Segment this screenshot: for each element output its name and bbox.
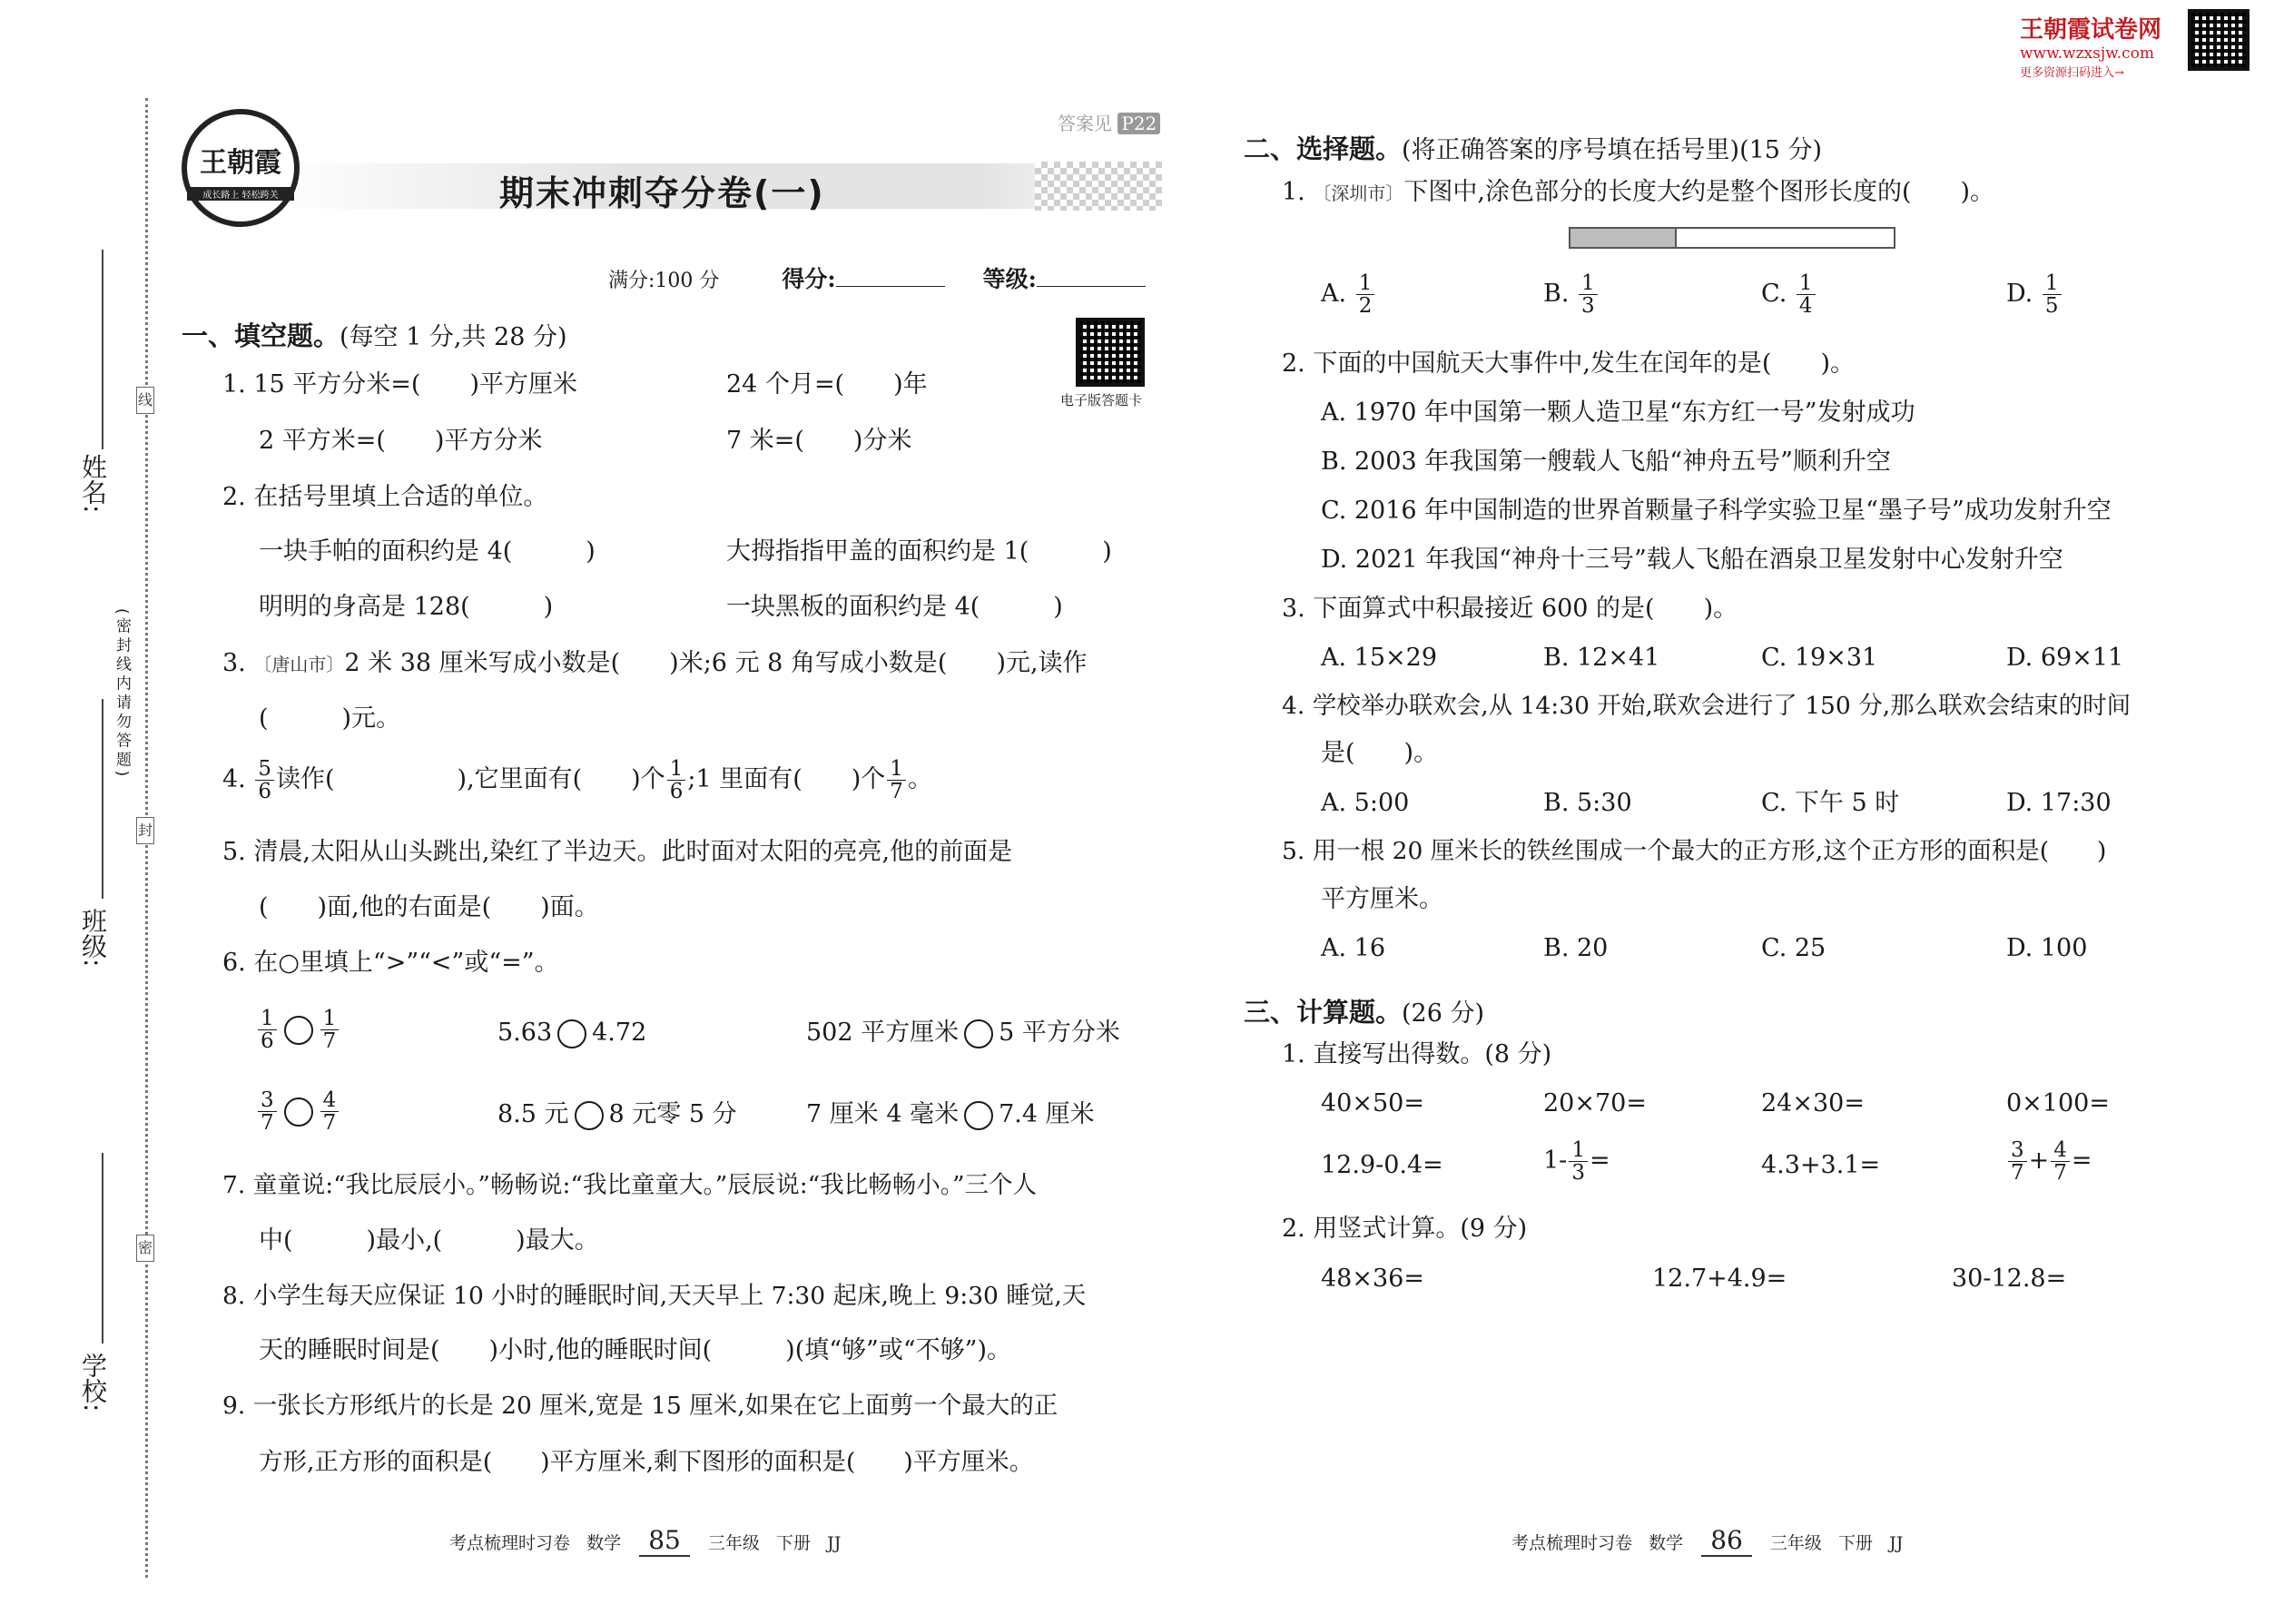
q1c: 2 平方米=( )平方分米 <box>259 427 543 455</box>
class-label: 班级: <box>78 908 108 968</box>
c2-option-d[interactable]: D. 2021 年我国“神舟十三号”载人飞船在酒泉卫星发射中心发射升空 <box>1321 546 2063 574</box>
left-value: 5.63 <box>497 1019 553 1047</box>
answer-ref <box>1058 109 1160 135</box>
frac-num: 1 <box>887 758 906 781</box>
equals-sign: = <box>2071 1147 2092 1176</box>
frac-num: 1 <box>667 758 686 781</box>
q4-fraction-1-7 <box>887 758 906 802</box>
option-letter: B. <box>1543 280 1570 309</box>
logo-motto: 成长路上 轻松跨关 <box>187 187 294 201</box>
c5: 5. 用一根 20 厘米长的铁丝围成一个最大的正方形,这个正方形的面积是( ) <box>1282 837 2107 865</box>
q3b: ( )元。 <box>259 704 401 733</box>
k2-item-1: 48×36= <box>1321 1265 1424 1293</box>
option-fraction <box>1356 272 1375 317</box>
class-field[interactable] <box>102 699 103 899</box>
q8b: 天的睡眠时间是( )小时,他的睡眠时间( )(填“够”或“不够”)。 <box>259 1336 1011 1364</box>
answer-card-label: 电子版答题卡 <box>1060 392 1143 408</box>
q6-row1-c <box>806 1019 1120 1048</box>
section-3-title <box>1244 992 1484 1029</box>
footer-series: 考点梳理时习卷 <box>449 1533 571 1553</box>
c5b: 平方厘米。 <box>1321 885 1443 913</box>
left-value: 7 厘米 4 毫米 <box>806 1100 960 1128</box>
frac-den: 7 <box>261 1111 274 1136</box>
score-label: 得分: <box>782 266 836 292</box>
q6-row2-a <box>256 1089 340 1134</box>
frac-den: 7 <box>890 780 903 804</box>
q3 <box>222 649 1088 678</box>
compare-circle[interactable] <box>557 1019 586 1048</box>
c3: 3. 下面算式中积最接近 600 的是( )。 <box>1282 595 1738 623</box>
q3-number: 3. <box>222 649 246 677</box>
footer-term: 下册 <box>1838 1533 1874 1553</box>
frac-num: 1 <box>258 1008 277 1030</box>
option-fraction <box>1579 272 1598 317</box>
q9b: 方形,正方形的面积是( )平方厘米,剩下图形的面积是( )平方厘米。 <box>259 1448 1034 1476</box>
grade-field[interactable] <box>1037 286 1146 287</box>
answer-card-qr[interactable] <box>1076 318 1145 387</box>
frac-4-7 <box>2051 1139 2070 1184</box>
left-value: 8.5 元 <box>497 1100 569 1128</box>
c5-option-b[interactable]: B. 20 <box>1543 934 1609 962</box>
brand-tagline: 更多资源扫码进入→ <box>2020 66 2124 80</box>
seal-mark-seal: 封 <box>136 817 154 844</box>
checker-decoration <box>1035 162 1162 211</box>
section-2-score: (将正确答案的序号填在括号里)(15 分) <box>1402 136 1823 164</box>
full-score: 满分:100 分 <box>608 270 720 292</box>
frac-den: 3 <box>1571 1161 1585 1186</box>
frac-num: 3 <box>2008 1139 2027 1162</box>
frac-1-7 <box>320 1008 340 1052</box>
frac-den: 3 <box>1581 294 1595 319</box>
c1-option-c[interactable] <box>1761 272 1817 317</box>
frac-num: 1 <box>1797 272 1816 295</box>
k1-item-7: 4.3+3.1= <box>1761 1151 1881 1179</box>
c4: 4. 学校举办联欢会,从 14:30 开始,联欢会进行了 150 分,那么联欢会结束的时间 <box>1282 692 2132 720</box>
c2-option-b[interactable]: B. 2003 年我国第一艘载人飞船“神舟五号”顺利升空 <box>1321 448 1891 476</box>
frac-num: 1 <box>1569 1139 1588 1162</box>
k2-item-2: 12.7+4.9= <box>1652 1265 1787 1293</box>
k1-item-1: 40×50= <box>1321 1089 1424 1117</box>
frac-den: 7 <box>2011 1161 2024 1186</box>
c1-text: 下图中,涂色部分的长度大约是整个图形长度的( )。 <box>1403 178 1995 206</box>
right-value: 5 平方分米 <box>999 1019 1120 1047</box>
k1-item-6 <box>1543 1139 1610 1184</box>
frac-den: 6 <box>258 780 271 804</box>
section-3-heading: 三、计算题。 <box>1244 997 1403 1028</box>
compare-circle[interactable] <box>575 1101 604 1130</box>
k1: 1. 直接写出得数。(8 分) <box>1282 1040 1552 1068</box>
page-number: 85 <box>639 1525 690 1557</box>
c1-option-b[interactable] <box>1543 272 1600 317</box>
plus-sign: + <box>2028 1147 2050 1176</box>
c4-option-a[interactable]: A. 5:00 <box>1321 789 1410 817</box>
brand-qr-code[interactable] <box>2188 9 2250 71</box>
logo-text: 王朝霞 <box>200 147 281 179</box>
c1-shaded-part <box>1570 229 1677 247</box>
q6-row1-a <box>256 1008 340 1052</box>
school-label: 学校: <box>78 1353 108 1412</box>
q1b: 24 个月=( )年 <box>726 370 928 399</box>
frac-num: 1 <box>320 1008 340 1030</box>
frac-3-7 <box>2008 1139 2027 1184</box>
frac-num: 5 <box>255 758 274 781</box>
frac-den: 7 <box>322 1111 337 1136</box>
k2: 2. 用竖式计算。(9 分) <box>1282 1215 1528 1243</box>
frac-num: 4 <box>2051 1139 2070 1162</box>
expr-pre: 1- <box>1543 1147 1568 1176</box>
footer-term: 下册 <box>776 1533 812 1553</box>
compare-circle[interactable] <box>284 1016 313 1045</box>
c1-option-d[interactable] <box>2006 272 2063 317</box>
c4-option-c[interactable]: C. 下午 5 时 <box>1761 789 1900 817</box>
footer-edition: JJ <box>1889 1533 1904 1553</box>
k1-item-3: 24×30= <box>1761 1089 1865 1117</box>
k1-item-2: 20×70= <box>1543 1089 1647 1117</box>
c4-option-b[interactable]: B. 5:30 <box>1543 789 1632 817</box>
c2-option-c[interactable]: C. 2016 年中国制造的世界首颗量子科学实验卫星“墨子号”成功发射升空 <box>1321 497 2112 525</box>
c4-option-d[interactable]: D. 17:30 <box>2006 789 2112 817</box>
section-3-score: (26 分) <box>1402 999 1485 1028</box>
option-letter: D. <box>2006 280 2033 309</box>
section-2-title <box>1244 129 1822 166</box>
q4 <box>222 758 932 802</box>
frac-den: 6 <box>261 1029 274 1054</box>
score-field[interactable] <box>836 286 945 287</box>
c2: 2. 下面的中国航天大事件中,发生在闰年的是( )。 <box>1282 349 1855 378</box>
frac-4-7 <box>320 1089 340 1134</box>
c3-option-b[interactable]: B. 12×41 <box>1543 644 1660 672</box>
section-1-title <box>182 316 567 353</box>
seal-mark-line: 线 <box>136 387 154 414</box>
q5: 5. 清晨,太阳从山头跳出,染红了半边天。此时面对太阳的亮亮,他的前面是 <box>222 838 1013 866</box>
compare-circle[interactable] <box>964 1101 993 1130</box>
q7: 7. 童童说:“我比辰辰小。”畅畅说:“我比童童大。”辰辰说:“我比畅畅小。”三个人 <box>222 1171 1038 1199</box>
q2d: 一块黑板的面积约是 4( ) <box>726 593 1063 621</box>
q6-row2-b <box>497 1100 737 1130</box>
q9: 9. 一张长方形纸片的长是 20 厘米,宽是 15 厘米,如果在它上面剪一个最大的正 <box>222 1392 1058 1420</box>
frac-num: 4 <box>320 1089 340 1112</box>
page-title: 期末冲刺夺分卷(一) <box>499 173 825 213</box>
q4-number: 4. <box>222 765 246 794</box>
seal-note: (密封线内请勿答题) <box>113 608 131 781</box>
footer-grade: 三年级 <box>1769 1533 1822 1553</box>
footer-left <box>449 1525 841 1557</box>
right-value: 8 元零 5 分 <box>608 1100 737 1128</box>
section-1-score: (每空 1 分,共 28 分) <box>340 323 567 351</box>
q2b: 大拇指指甲盖的面积约是 1( ) <box>726 537 1112 566</box>
c2-option-a[interactable]: A. 1970 年中国第一颗人造卫星“东方红一号”发射成功 <box>1321 399 1915 427</box>
brand-url[interactable]: www.wzxsjw.com <box>2020 44 2154 63</box>
c3-option-d[interactable]: D. 69×11 <box>2006 644 2124 672</box>
name-field[interactable] <box>102 250 103 449</box>
c3-option-c[interactable]: C. 19×31 <box>1761 644 1878 672</box>
frac-den: 5 <box>2044 294 2059 319</box>
option-fraction <box>1797 272 1816 317</box>
q6-row1-b <box>497 1019 646 1048</box>
left-value: 502 平方厘米 <box>806 1019 960 1047</box>
section-1-heading: 一、填空题。 <box>182 320 340 351</box>
k1-item-5: 12.9-0.4= <box>1321 1151 1443 1179</box>
frac-den: 7 <box>322 1029 337 1054</box>
name-label: 姓名: <box>78 454 108 514</box>
q1d: 7 米=( )分米 <box>726 427 912 455</box>
c4b: 是( )。 <box>1321 739 1439 767</box>
compare-circle[interactable] <box>964 1019 993 1048</box>
frac-den: 7 <box>2053 1161 2067 1186</box>
footer-edition: JJ <box>827 1533 842 1553</box>
q8: 8. 小学生每天应保证 10 小时的睡眠时间,天天早上 7:30 起床,晚上 9:30 睡觉,天 <box>222 1282 1087 1310</box>
option-letter: A. <box>1321 280 1347 309</box>
frac-num: 1 <box>1356 272 1375 295</box>
q4-text-1: 读作( ),它里面有( )个 <box>276 765 665 794</box>
logo-badge <box>182 109 300 227</box>
page-number: 86 <box>1701 1525 1752 1557</box>
expr-post: = <box>1589 1147 1610 1176</box>
q6-row2-c <box>806 1100 1095 1130</box>
frac-num: 1 <box>2043 272 2062 295</box>
q4-text-3: 。 <box>907 765 932 794</box>
q4-fraction-1-6 <box>667 758 686 802</box>
score-line <box>608 261 1146 294</box>
c3-option-a[interactable]: A. 15×29 <box>1321 644 1437 672</box>
c1-bar-figure <box>1569 227 1895 249</box>
frac-1-6 <box>258 1008 277 1052</box>
frac-num: 3 <box>258 1089 277 1112</box>
right-value: 4.72 <box>592 1019 647 1047</box>
q1a: 1. 15 平方分米=( )平方厘米 <box>222 370 577 399</box>
frac-den: 4 <box>1798 294 1813 319</box>
c1-region-tag: 〔深圳市〕 <box>1313 182 1404 204</box>
footer-right <box>1511 1525 1903 1557</box>
q2: 2. 在括号里填上合适的单位。 <box>222 483 548 511</box>
frac-1-3 <box>1569 1139 1588 1184</box>
q2c: 明明的身高是 128( ) <box>259 593 554 621</box>
option-fraction <box>2043 272 2062 317</box>
q4-fraction-5-6 <box>255 758 274 802</box>
k1-item-4: 0×100= <box>2006 1089 2110 1117</box>
k2-item-3: 30-12.8= <box>1952 1265 2067 1293</box>
q3-region-tag: 〔唐山市〕 <box>253 654 345 675</box>
footer-subject: 数学 <box>586 1533 622 1553</box>
q3-text: 2 米 38 厘米写成小数是( )米;6 元 8 角写成小数是( )元,读作 <box>344 649 1088 677</box>
q6: 6. 在○里填上“>”“<”或“=”。 <box>222 949 559 977</box>
q5b: ( )面,他的右面是( )面。 <box>259 893 599 921</box>
footer-subject: 数学 <box>1649 1533 1684 1553</box>
k1-item-8 <box>2006 1139 2092 1184</box>
footer-grade: 三年级 <box>707 1533 760 1553</box>
school-field[interactable] <box>102 1153 103 1343</box>
frac-3-7 <box>258 1089 277 1134</box>
frac-den: 6 <box>669 780 684 804</box>
q2a: 一块手帕的面积约是 4( ) <box>259 537 596 566</box>
c5-option-a[interactable]: A. 16 <box>1321 934 1386 962</box>
c1-number: 1. <box>1282 178 1305 206</box>
c5-option-c[interactable]: C. 25 <box>1761 934 1826 962</box>
q7b: 中( )最小,( )最大。 <box>259 1226 599 1255</box>
q4-text-2: ;1 里面有( )个 <box>687 765 886 794</box>
option-letter: C. <box>1761 280 1787 309</box>
frac-den: 2 <box>1358 294 1373 319</box>
brand-name: 王朝霞试卷网 <box>2020 16 2162 44</box>
c1 <box>1282 178 1994 207</box>
seal-mark-secret: 密 <box>136 1235 154 1262</box>
right-value: 7.4 厘米 <box>999 1100 1095 1128</box>
answer-ref-page: P22 <box>1117 113 1160 134</box>
frac-num: 1 <box>1579 272 1598 295</box>
c5-option-d[interactable]: D. 100 <box>2006 934 2088 962</box>
section-2-heading: 二、选择题。 <box>1244 133 1403 164</box>
footer-series: 考点梳理时习卷 <box>1511 1533 1633 1553</box>
compare-circle[interactable] <box>284 1097 313 1127</box>
c1-option-a[interactable] <box>1321 272 1376 317</box>
grade-label: 等级: <box>982 266 1037 292</box>
answer-ref-label: 答案见 <box>1058 113 1112 134</box>
